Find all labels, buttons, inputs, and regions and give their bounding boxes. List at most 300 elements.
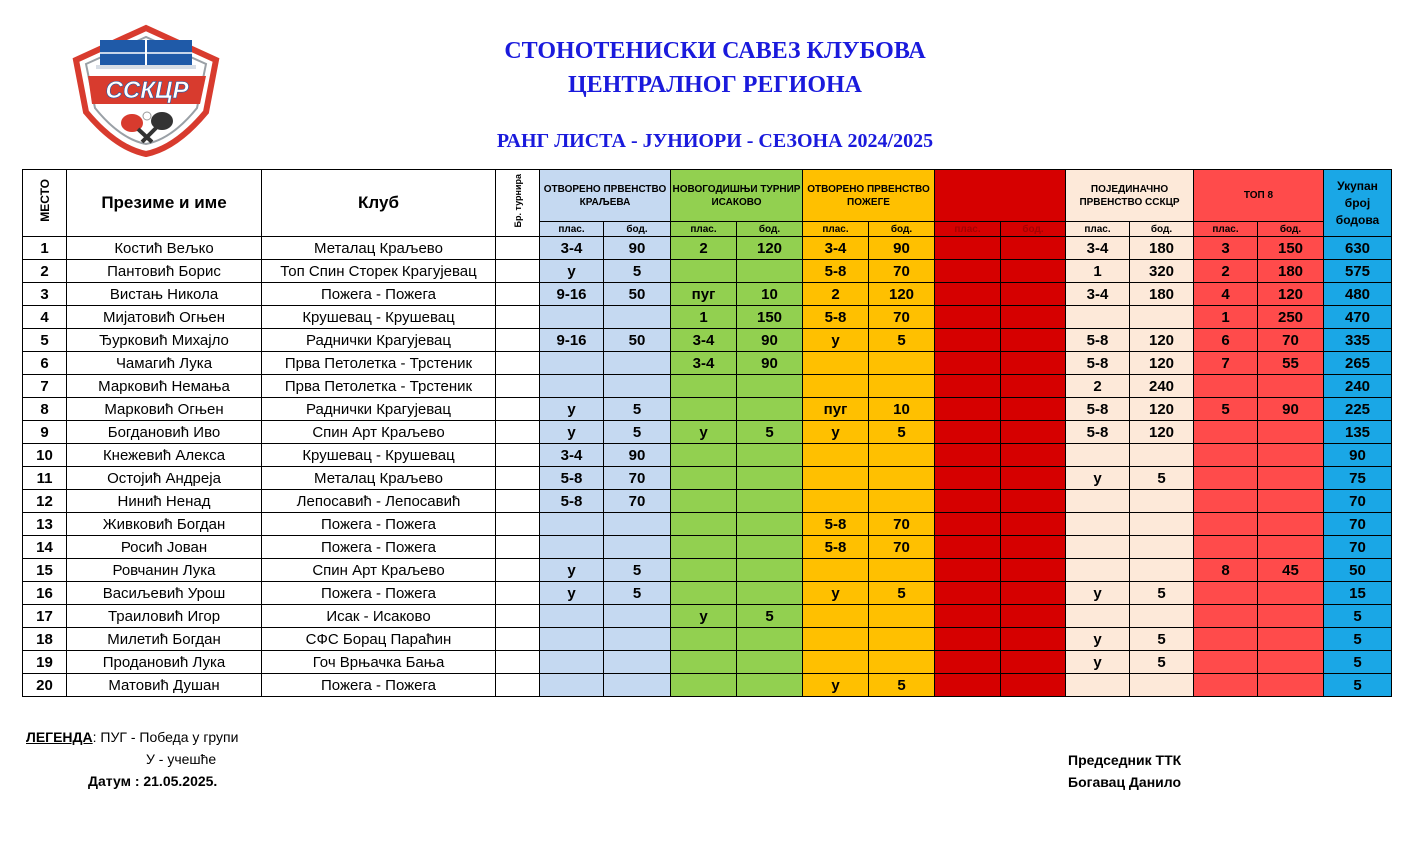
legend-date: Датум : 21.05.2025. [88, 773, 218, 789]
row-total: 5 [1324, 605, 1392, 628]
row-placement [935, 674, 1001, 697]
row-placement: 5-8 [1066, 352, 1130, 375]
legend-key: ЛЕГЕНДА [26, 729, 93, 745]
row-points: 150 [737, 306, 803, 329]
row-total: 70 [1324, 536, 1392, 559]
table-row [23, 536, 1392, 559]
row-points [1001, 306, 1066, 329]
row-placement [935, 260, 1001, 283]
row-points: 70 [869, 260, 935, 283]
page-subtitle: РАНГ ЛИСТА - ЈУНИОРИ - СЕЗОНА 2024/2025 [496, 130, 934, 152]
col-total-header: Укупан број бодова [1324, 170, 1392, 237]
row-points [1258, 421, 1324, 444]
row-placement: 1 [1194, 306, 1258, 329]
sub-place: плас. [540, 222, 604, 237]
row-placement: 5-8 [1066, 421, 1130, 444]
row-placement: 3-4 [1066, 283, 1130, 306]
row-place: 6 [23, 352, 67, 375]
row-tournament-count [496, 421, 540, 444]
row-total: 265 [1324, 352, 1392, 375]
row-points [604, 513, 671, 536]
row-placement: 3-4 [1066, 237, 1130, 260]
table-row [23, 651, 1392, 674]
row-place: 3 [23, 283, 67, 306]
row-tournament-count [496, 375, 540, 398]
table-row [23, 421, 1392, 444]
row-points: 70 [869, 306, 935, 329]
row-placement [540, 674, 604, 697]
col-club-header: Клуб [262, 170, 496, 237]
row-points: 5 [604, 559, 671, 582]
row-points [1001, 490, 1066, 513]
row-placement: 1 [671, 306, 737, 329]
row-points [737, 651, 803, 674]
row-placement: пуг [671, 283, 737, 306]
row-points [1130, 674, 1194, 697]
row-placement [935, 398, 1001, 421]
row-placement [1194, 444, 1258, 467]
sub-points: бод. [869, 222, 935, 237]
row-points [604, 536, 671, 559]
row-points: 5 [869, 421, 935, 444]
row-points [1258, 582, 1324, 605]
row-points [1001, 559, 1066, 582]
row-name: Мијатовић Огњен [67, 306, 262, 329]
row-placement: 3-4 [803, 237, 869, 260]
row-placement [1194, 651, 1258, 674]
table-row [23, 674, 1392, 697]
row-placement [1194, 467, 1258, 490]
row-club: Спин Арт Краљево [262, 421, 496, 444]
row-placement [935, 352, 1001, 375]
row-points: 70 [869, 536, 935, 559]
row-club: Спин Арт Краљево [262, 559, 496, 582]
table-row [23, 582, 1392, 605]
row-points [1130, 513, 1194, 536]
row-name: Милетић Богдан [67, 628, 262, 651]
row-name: Чамагић Лука [67, 352, 262, 375]
row-placement [803, 375, 869, 398]
row-points: 120 [1258, 283, 1324, 306]
row-placement: 3-4 [540, 444, 604, 467]
row-points: 90 [1258, 398, 1324, 421]
row-club: Топ Спин Сторек Крагујевац [262, 260, 496, 283]
row-points: 120 [1130, 329, 1194, 352]
row-place: 15 [23, 559, 67, 582]
row-place: 5 [23, 329, 67, 352]
row-placement [1066, 536, 1130, 559]
row-points: 10 [869, 398, 935, 421]
row-placement [935, 467, 1001, 490]
row-placement [540, 513, 604, 536]
row-placement [671, 674, 737, 697]
row-place: 9 [23, 421, 67, 444]
row-total: 335 [1324, 329, 1392, 352]
row-placement [803, 628, 869, 651]
sub-place: плас. [1194, 222, 1258, 237]
row-placement: 3-4 [540, 237, 604, 260]
row-total: 5 [1324, 674, 1392, 697]
row-points [737, 467, 803, 490]
row-placement [671, 444, 737, 467]
row-placement [935, 283, 1001, 306]
table-row [23, 398, 1392, 421]
row-points [604, 628, 671, 651]
row-points [1001, 628, 1066, 651]
row-tournament-count [496, 490, 540, 513]
row-place: 2 [23, 260, 67, 283]
row-points [737, 559, 803, 582]
row-placement [540, 375, 604, 398]
row-placement [1066, 674, 1130, 697]
row-club: СФС Борац Параћин [262, 628, 496, 651]
row-total: 75 [1324, 467, 1392, 490]
row-total: 70 [1324, 490, 1392, 513]
table-row [23, 306, 1392, 329]
row-name: Ровчанин Лука [67, 559, 262, 582]
table-row [23, 375, 1392, 398]
row-tournament-count [496, 674, 540, 697]
row-club: Металац Краљево [262, 467, 496, 490]
row-place: 18 [23, 628, 67, 651]
row-club: Металац Краљево [262, 237, 496, 260]
row-placement [671, 559, 737, 582]
row-club: Крушевац - Крушевац [262, 306, 496, 329]
row-placement: 4 [1194, 283, 1258, 306]
row-points [1001, 237, 1066, 260]
row-placement: 5-8 [803, 260, 869, 283]
row-points: 5 [604, 582, 671, 605]
row-placement: у [671, 605, 737, 628]
row-points [869, 651, 935, 674]
row-tournament-count [496, 582, 540, 605]
row-points: 45 [1258, 559, 1324, 582]
row-placement: пуг [803, 398, 869, 421]
row-placement [935, 421, 1001, 444]
row-points [1001, 605, 1066, 628]
row-points: 5 [604, 421, 671, 444]
row-placement [935, 375, 1001, 398]
row-total: 240 [1324, 375, 1392, 398]
row-points [1130, 605, 1194, 628]
row-tournament-count [496, 559, 540, 582]
row-club: Пожега - Пожега [262, 283, 496, 306]
row-placement: у [803, 582, 869, 605]
row-placement: 9-16 [540, 329, 604, 352]
row-points [1258, 444, 1324, 467]
row-placement [540, 651, 604, 674]
row-placement: у [540, 582, 604, 605]
row-placement [1066, 605, 1130, 628]
row-name: Богдановић Иво [67, 421, 262, 444]
row-place: 7 [23, 375, 67, 398]
row-points: 5 [604, 260, 671, 283]
row-points [604, 674, 671, 697]
row-placement: у [803, 329, 869, 352]
row-name: Нинић Ненад [67, 490, 262, 513]
row-place: 12 [23, 490, 67, 513]
row-placement [935, 513, 1001, 536]
row-name: Росић Јован [67, 536, 262, 559]
row-points [1130, 490, 1194, 513]
row-placement [1194, 628, 1258, 651]
row-name: Костић Вељко [67, 237, 262, 260]
sub-points: бод. [1001, 222, 1066, 237]
row-points: 120 [869, 283, 935, 306]
row-placement: у [1066, 582, 1130, 605]
row-points: 5 [737, 421, 803, 444]
row-points [1130, 536, 1194, 559]
row-points: 180 [1130, 237, 1194, 260]
row-place: 13 [23, 513, 67, 536]
tournament-header-pozega: ОТВОРЕНО ПРВЕНСТВО ПОЖЕГЕ [803, 170, 935, 222]
row-placement [935, 651, 1001, 674]
row-name: Кнежевић Алекса [67, 444, 262, 467]
row-name: Пантовић Борис [67, 260, 262, 283]
table-row [23, 467, 1392, 490]
row-points [737, 260, 803, 283]
sub-points: бод. [1130, 222, 1194, 237]
row-total: 630 [1324, 237, 1392, 260]
row-points [737, 398, 803, 421]
row-points: 70 [604, 490, 671, 513]
legend-line1 [26, 729, 238, 745]
row-placement: у [1066, 628, 1130, 651]
row-placement: 6 [1194, 329, 1258, 352]
row-placement [671, 628, 737, 651]
sub-points: бод. [1258, 222, 1324, 237]
row-points: 5 [604, 398, 671, 421]
row-points [1258, 536, 1324, 559]
row-tournament-count [496, 536, 540, 559]
row-placement: у [540, 421, 604, 444]
row-placement: 5-8 [803, 536, 869, 559]
row-points [737, 375, 803, 398]
row-tournament-count [496, 283, 540, 306]
row-club: Гоч Врњачка Бања [262, 651, 496, 674]
ssksr-logo [66, 22, 226, 158]
row-placement [935, 628, 1001, 651]
row-placement [540, 536, 604, 559]
row-total: 15 [1324, 582, 1392, 605]
row-placement [1194, 582, 1258, 605]
row-placement [671, 582, 737, 605]
row-placement [1194, 513, 1258, 536]
row-place: 20 [23, 674, 67, 697]
row-placement: 8 [1194, 559, 1258, 582]
row-points [869, 444, 935, 467]
row-points: 5 [1130, 467, 1194, 490]
row-tournament-count [496, 329, 540, 352]
row-total: 90 [1324, 444, 1392, 467]
row-club: Крушевац - Крушевац [262, 444, 496, 467]
row-points [869, 628, 935, 651]
row-total: 135 [1324, 421, 1392, 444]
row-placement [671, 467, 737, 490]
row-points [1001, 467, 1066, 490]
row-total: 5 [1324, 651, 1392, 674]
row-placement [803, 605, 869, 628]
row-place: 11 [23, 467, 67, 490]
row-placement: 5-8 [803, 306, 869, 329]
row-points: 5 [1130, 628, 1194, 651]
row-placement: 5-8 [803, 513, 869, 536]
row-tournament-count [496, 306, 540, 329]
tournament-header-empty [935, 170, 1066, 222]
row-points: 70 [604, 467, 671, 490]
table-row [23, 559, 1392, 582]
table-row [23, 329, 1392, 352]
row-placement [540, 306, 604, 329]
row-placement [1194, 421, 1258, 444]
row-placement: 5-8 [540, 467, 604, 490]
row-place: 19 [23, 651, 67, 674]
row-points: 90 [604, 444, 671, 467]
page-title-line2: ЦЕНТРАЛНОГ РЕГИОНА [567, 72, 863, 98]
row-placement: у [540, 398, 604, 421]
row-points: 55 [1258, 352, 1324, 375]
row-place: 4 [23, 306, 67, 329]
row-placement [935, 605, 1001, 628]
row-placement [1194, 375, 1258, 398]
row-total: 470 [1324, 306, 1392, 329]
row-place: 14 [23, 536, 67, 559]
row-points: 120 [1130, 421, 1194, 444]
legend-line2: У - учешће [146, 751, 217, 767]
row-points: 70 [869, 513, 935, 536]
row-place: 16 [23, 582, 67, 605]
row-placement [671, 398, 737, 421]
row-placement [803, 467, 869, 490]
row-placement [935, 536, 1001, 559]
row-points [604, 352, 671, 375]
row-placement [540, 352, 604, 375]
row-club: Лепосавић - Лепосавић [262, 490, 496, 513]
row-tournament-count [496, 513, 540, 536]
row-placement [1066, 306, 1130, 329]
row-points: 120 [737, 237, 803, 260]
row-points [1001, 674, 1066, 697]
row-club: Пожега - Пожега [262, 674, 496, 697]
row-placement [935, 237, 1001, 260]
row-placement [1066, 490, 1130, 513]
row-points [1001, 260, 1066, 283]
table-row [23, 283, 1392, 306]
row-points: 5 [737, 605, 803, 628]
row-placement: у [803, 421, 869, 444]
row-name: Живковић Богдан [67, 513, 262, 536]
row-placement [935, 559, 1001, 582]
row-placement [671, 513, 737, 536]
row-points: 5 [1130, 651, 1194, 674]
row-points [1130, 444, 1194, 467]
row-placement: 2 [671, 237, 737, 260]
table-row [23, 513, 1392, 536]
row-points: 250 [1258, 306, 1324, 329]
row-points: 180 [1130, 283, 1194, 306]
row-points [1258, 490, 1324, 513]
row-name: Матовић Душан [67, 674, 262, 697]
row-tournament-count [496, 352, 540, 375]
row-total: 70 [1324, 513, 1392, 536]
row-points [1001, 421, 1066, 444]
row-points [1258, 674, 1324, 697]
row-placement: 2 [1066, 375, 1130, 398]
row-points: 90 [737, 329, 803, 352]
row-placement: 5-8 [540, 490, 604, 513]
row-points: 5 [869, 329, 935, 352]
row-placement: 2 [803, 283, 869, 306]
row-tournament-count [496, 260, 540, 283]
row-total: 50 [1324, 559, 1392, 582]
row-place: 10 [23, 444, 67, 467]
row-club: Исак - Исаково [262, 605, 496, 628]
row-points: 150 [1258, 237, 1324, 260]
page-title-line1: СТОНОТЕНИСКИ САВЕЗ КЛУБОВА [504, 38, 926, 64]
row-placement: 9-16 [540, 283, 604, 306]
row-club: Пожега - Пожега [262, 536, 496, 559]
row-points [869, 352, 935, 375]
row-placement [1066, 444, 1130, 467]
row-points: 120 [1130, 352, 1194, 375]
row-points: 90 [604, 237, 671, 260]
row-club: Пожега - Пожега [262, 582, 496, 605]
row-placement [1194, 674, 1258, 697]
row-points [604, 306, 671, 329]
tournament-header-kraljevo: ОТВОРЕНО ПРВЕНСТВО КРАЉЕВА [540, 170, 671, 222]
tournament-header-top8: ТОП 8 [1194, 170, 1324, 222]
president-title: Председник ТТК [1068, 752, 1182, 768]
row-total: 575 [1324, 260, 1392, 283]
row-total: 480 [1324, 283, 1392, 306]
row-tournament-count [496, 467, 540, 490]
row-placement [1066, 513, 1130, 536]
row-points [1258, 651, 1324, 674]
row-points [737, 536, 803, 559]
sub-place: плас. [1066, 222, 1130, 237]
row-points [604, 651, 671, 674]
row-tournament-count [496, 237, 540, 260]
row-placement: 5-8 [1066, 398, 1130, 421]
row-points: 90 [869, 237, 935, 260]
table-row [23, 628, 1392, 651]
row-place: 8 [23, 398, 67, 421]
row-placement [671, 375, 737, 398]
row-placement [1194, 490, 1258, 513]
row-placement [935, 329, 1001, 352]
row-points: 5 [1130, 582, 1194, 605]
row-placement: у [540, 260, 604, 283]
row-club: Пожега - Пожега [262, 513, 496, 536]
row-placement [1194, 605, 1258, 628]
row-points: 10 [737, 283, 803, 306]
row-points [1001, 375, 1066, 398]
row-club: Раднички Крагујевац [262, 398, 496, 421]
row-club: Прва Петолетка - Трстеник [262, 352, 496, 375]
row-placement: 3 [1194, 237, 1258, 260]
row-placement [803, 559, 869, 582]
row-points: 180 [1258, 260, 1324, 283]
row-points [1130, 559, 1194, 582]
row-placement [671, 651, 737, 674]
sub-points: бод. [737, 222, 803, 237]
row-points [1001, 329, 1066, 352]
row-points [869, 490, 935, 513]
row-tournament-count [496, 651, 540, 674]
row-name: Вистањ Никола [67, 283, 262, 306]
row-placement [671, 536, 737, 559]
row-points [1001, 398, 1066, 421]
